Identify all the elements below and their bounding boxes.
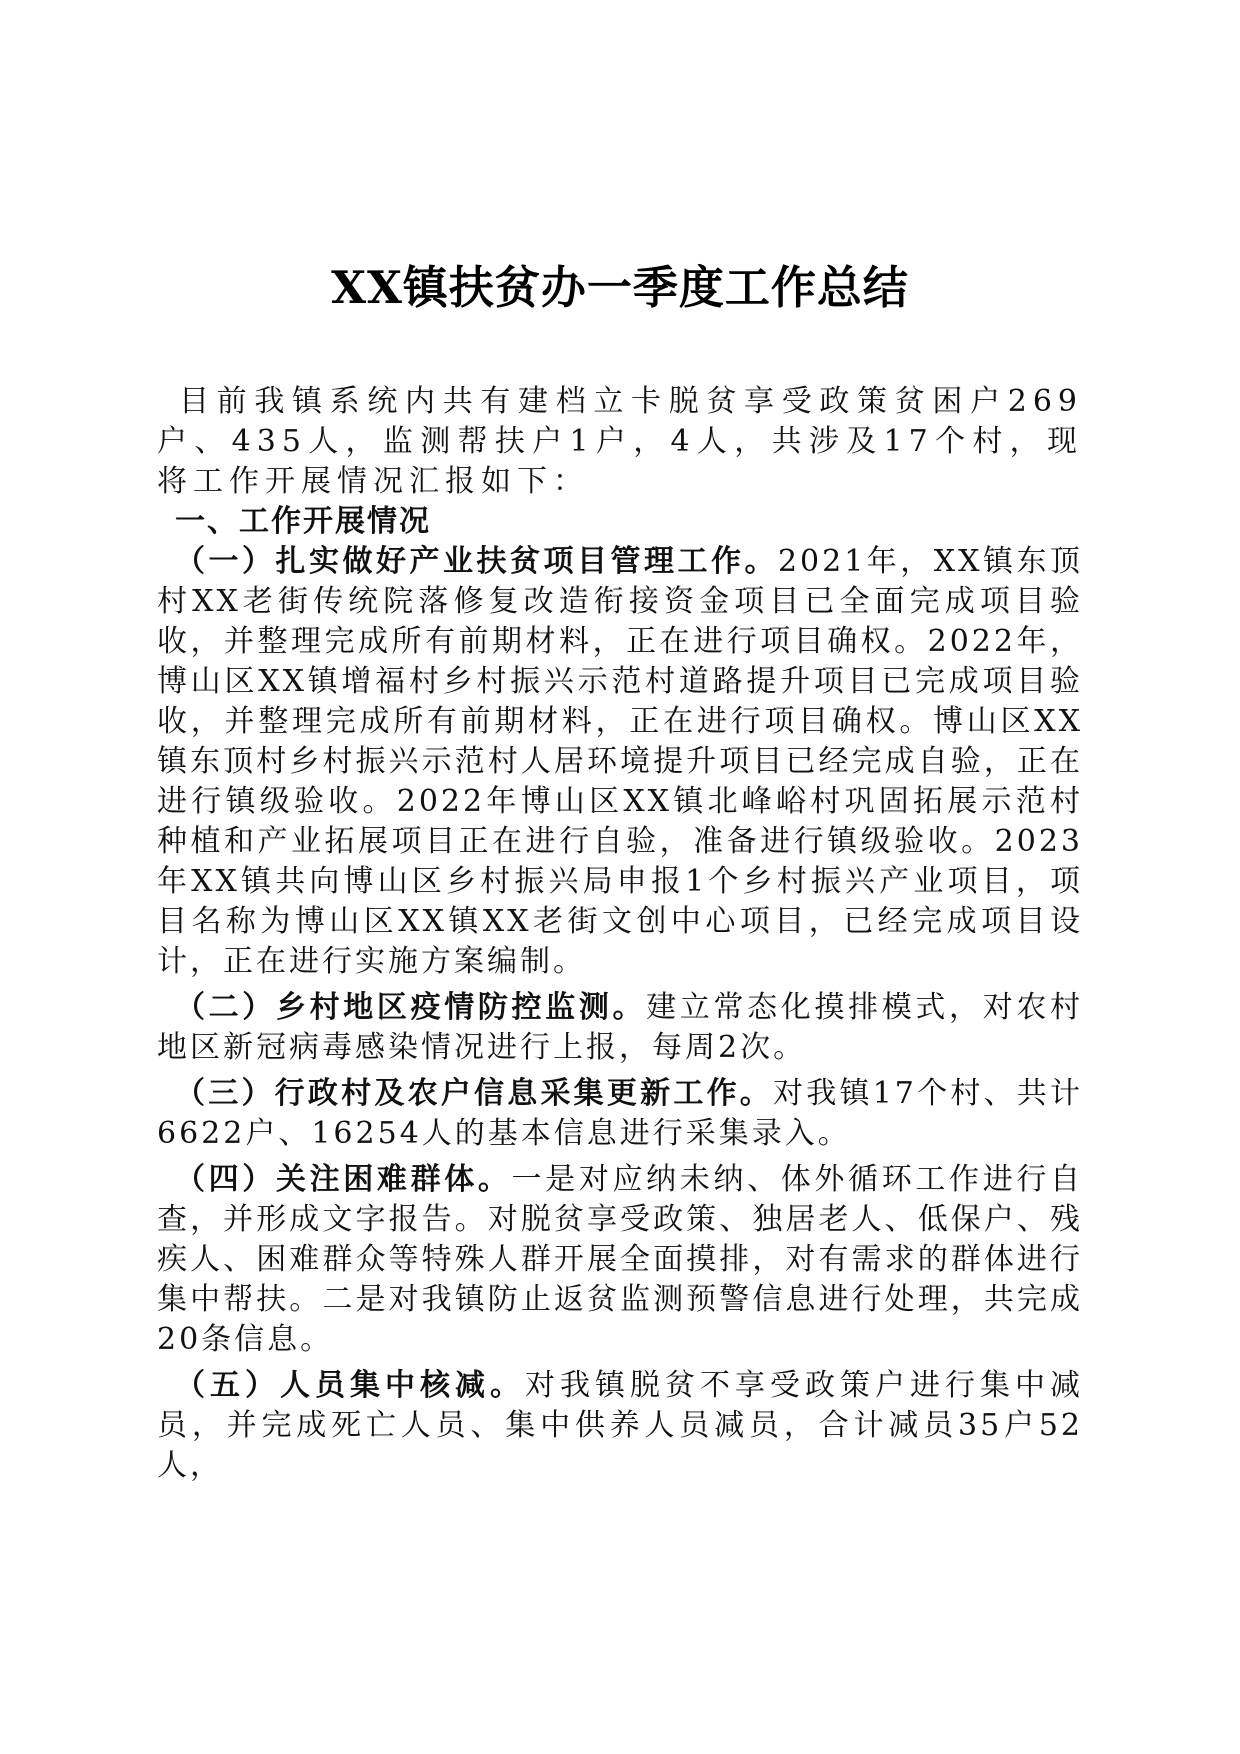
document-title: XX镇扶贫办一季度工作总结 xyxy=(331,261,909,314)
document-body xyxy=(157,382,1083,1486)
item-paragraph-3 xyxy=(157,1074,1083,1154)
item-text-5: 对我镇脱贫不享受政策户进行集中减员，并完成死亡人员、集中供养人员减员，合计减员35户52人， xyxy=(157,1368,1083,1483)
intro-paragraph: 目前我镇系统内共有建档立卡脱贫享受政策贫困户269户、435人，监测帮扶户1户，4人，共涉及17个村，现将工作开展情况汇报如下： xyxy=(157,384,1083,499)
item-lead-1: （一）扎实做好产业扶贫项目管理工作。 xyxy=(175,544,778,579)
item-text-1: 2021年，XX镇东顶村XX老街传统院落修复改造衔接资金项目已全面完成项目验收，并整理完成所有前期材料，正在进行项目确权。2022年，博山区XX镇增福村乡村振兴示范村道路提升项目已完成项目验收，并整理完成所有前期材料，正在进行项目确权。博山区XX镇东顶村乡村振兴示范村人居环境提升项目已经完成自验，正在进行镇级验收。2022年博山区XX镇北峰峪村巩固拓展示范村种植和产业拓展项目正在进行自验，准备进行镇级验收。2023年XX镇共向博山区乡村振兴局申报1个乡村振兴产业项目，项目名称为博山区XX镇XX老街文创中心项目，已经完成项目设计，正在进行实施方案编制。 xyxy=(157,544,1083,979)
item-lead-5: （五）人员集中核减。 xyxy=(175,1368,525,1403)
item-paragraph-2 xyxy=(157,988,1083,1068)
item-text-3: 对我镇17个村、共计6622户、16254人的基本信息进行采集录入。 xyxy=(157,1076,1083,1151)
item-lead-3: （三）行政村及农户信息采集更新工作。 xyxy=(175,1076,774,1111)
item-lead-2: （二）乡村地区疫情防控监测。 xyxy=(175,990,647,1025)
item-paragraph-1 xyxy=(157,542,1083,982)
item-text-4: 一是对应纳未纳、体外循环工作进行自查，并形成文字报告。对脱贫享受政策、独居老人、低保户、残疾人、困难群众等特殊人群开展全面摸排，对有需求的群体进行集中帮扶。二是对我镇防止返贫监测预警信息进行处理，共完成20条信息。 xyxy=(157,1162,1084,1357)
item-paragraph-5 xyxy=(157,1366,1083,1486)
item-lead-4: （四）关注困难群体。 xyxy=(175,1162,512,1197)
section-heading: 一、工作开展情况 xyxy=(175,504,431,539)
item-paragraph-4 xyxy=(157,1160,1083,1360)
item-text-2: 建立常态化摸排模式，对农村地区新冠病毒感染情况进行上报，每周2次。 xyxy=(157,990,1084,1065)
